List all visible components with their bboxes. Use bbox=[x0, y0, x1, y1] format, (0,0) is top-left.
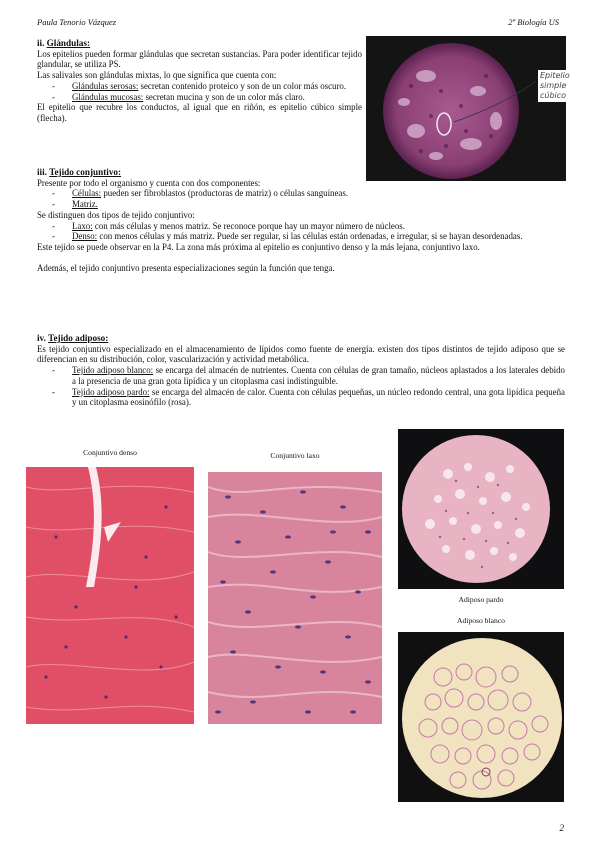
section-heading: iv. Tejido adiposo: bbox=[37, 333, 109, 343]
gland-micrograph bbox=[366, 36, 570, 181]
caption-laxo: Conjuntivo laxo bbox=[270, 451, 320, 460]
list-item: - Células: pueden ser fibroblastos (productoras de matriz) o células sanguíneas. bbox=[52, 188, 349, 199]
section-adiposo bbox=[37, 333, 565, 408]
caption-blanco: Adiposo blanco bbox=[457, 616, 505, 625]
white-fat-micrograph bbox=[398, 632, 564, 802]
caption-pardo: Adiposo pardo bbox=[458, 595, 504, 604]
paragraph: Los epitelios pueden formar glándulas que secretan sustancias. Para poder identificar tejido glandular, se utiliza PS. bbox=[37, 48, 362, 70]
paragraph: Presente por todo el organismo y cuenta con dos componentes: bbox=[37, 177, 261, 188]
paragraph: Este tejido se puede observar en la P4. La zona más próxima al epitelio es conjuntivo denso y la más lejana, conjuntivo laxo. bbox=[37, 241, 480, 252]
gland-annotation: Epitelio simple cúbico bbox=[540, 71, 570, 100]
paragraph: Se distinguen dos tipos de tejido conjuntivo: bbox=[37, 209, 195, 220]
brown-fat-micrograph bbox=[398, 429, 564, 589]
section-heading: iii. Tejido conjuntivo: bbox=[37, 167, 122, 177]
caption-denso: Conjuntivo denso bbox=[83, 448, 137, 457]
section-conjuntivo bbox=[37, 167, 565, 273]
paragraph: Además, el tejido conjuntivo presenta especializaciones según la función que tenga. bbox=[37, 262, 335, 273]
dense-tissue-micrograph bbox=[26, 467, 194, 724]
list-item: - Glándulas mucosas: secretan mucina y son de un color más claro. bbox=[52, 91, 305, 102]
section-glandulas bbox=[37, 38, 362, 124]
list-item: - Matriz. bbox=[52, 199, 98, 210]
paragraph: Es tejido conjuntivo especializado en el almacenamiento de lípidos como fuente de energía. existen dos tipos distintos de tejido adiposo que se diferencian en su distribución, color, vascularización y actividad metabólica. bbox=[37, 343, 565, 365]
loose-tissue-micrograph bbox=[208, 472, 382, 724]
list-item: - Denso: con menos células y más matriz. Puede ser regular, si las células están ordenadas, e irregular, si se hayan desordenadas. bbox=[52, 231, 523, 242]
page-number: 2 bbox=[559, 823, 564, 833]
paragraph: Las salivales son glándulas mixtas, lo que significa que cuenta con: bbox=[37, 70, 277, 81]
header-course: 2º Biología US bbox=[508, 17, 559, 27]
list-item: - Tejido adiposo pardo: se encarga del almacén de calor. Cuenta con células pequeñas, un núcleo redondo central, una gota lipídica pequeña y un citoplasma eosinófilo (rosa). bbox=[52, 386, 565, 408]
list-item: - Tejido adiposo blanco: se encarga del almacén de nutrientes. Cuenta con células de gran tamaño, núcleos aplastados a los laterales debido a la presencia de una gran gota lipídica y un citoplasma casi indistinguible. bbox=[52, 365, 565, 386]
list-item: - Laxo: con más células y menos matriz. Se reconoce porque hay un mayor número de núcleos. bbox=[52, 220, 405, 231]
paragraph: El epitelio que recubre los conductos, al igual que en riñón, es epitelio cúbico simple (flecha). bbox=[37, 102, 362, 123]
header-author: Paula Tenorio Vázquez bbox=[37, 17, 117, 27]
list-item: - Glándulas serosas: secretan contenido proteico y son de un color más oscuro. bbox=[52, 80, 347, 91]
section-heading: ii. Glándulas: bbox=[37, 38, 91, 48]
